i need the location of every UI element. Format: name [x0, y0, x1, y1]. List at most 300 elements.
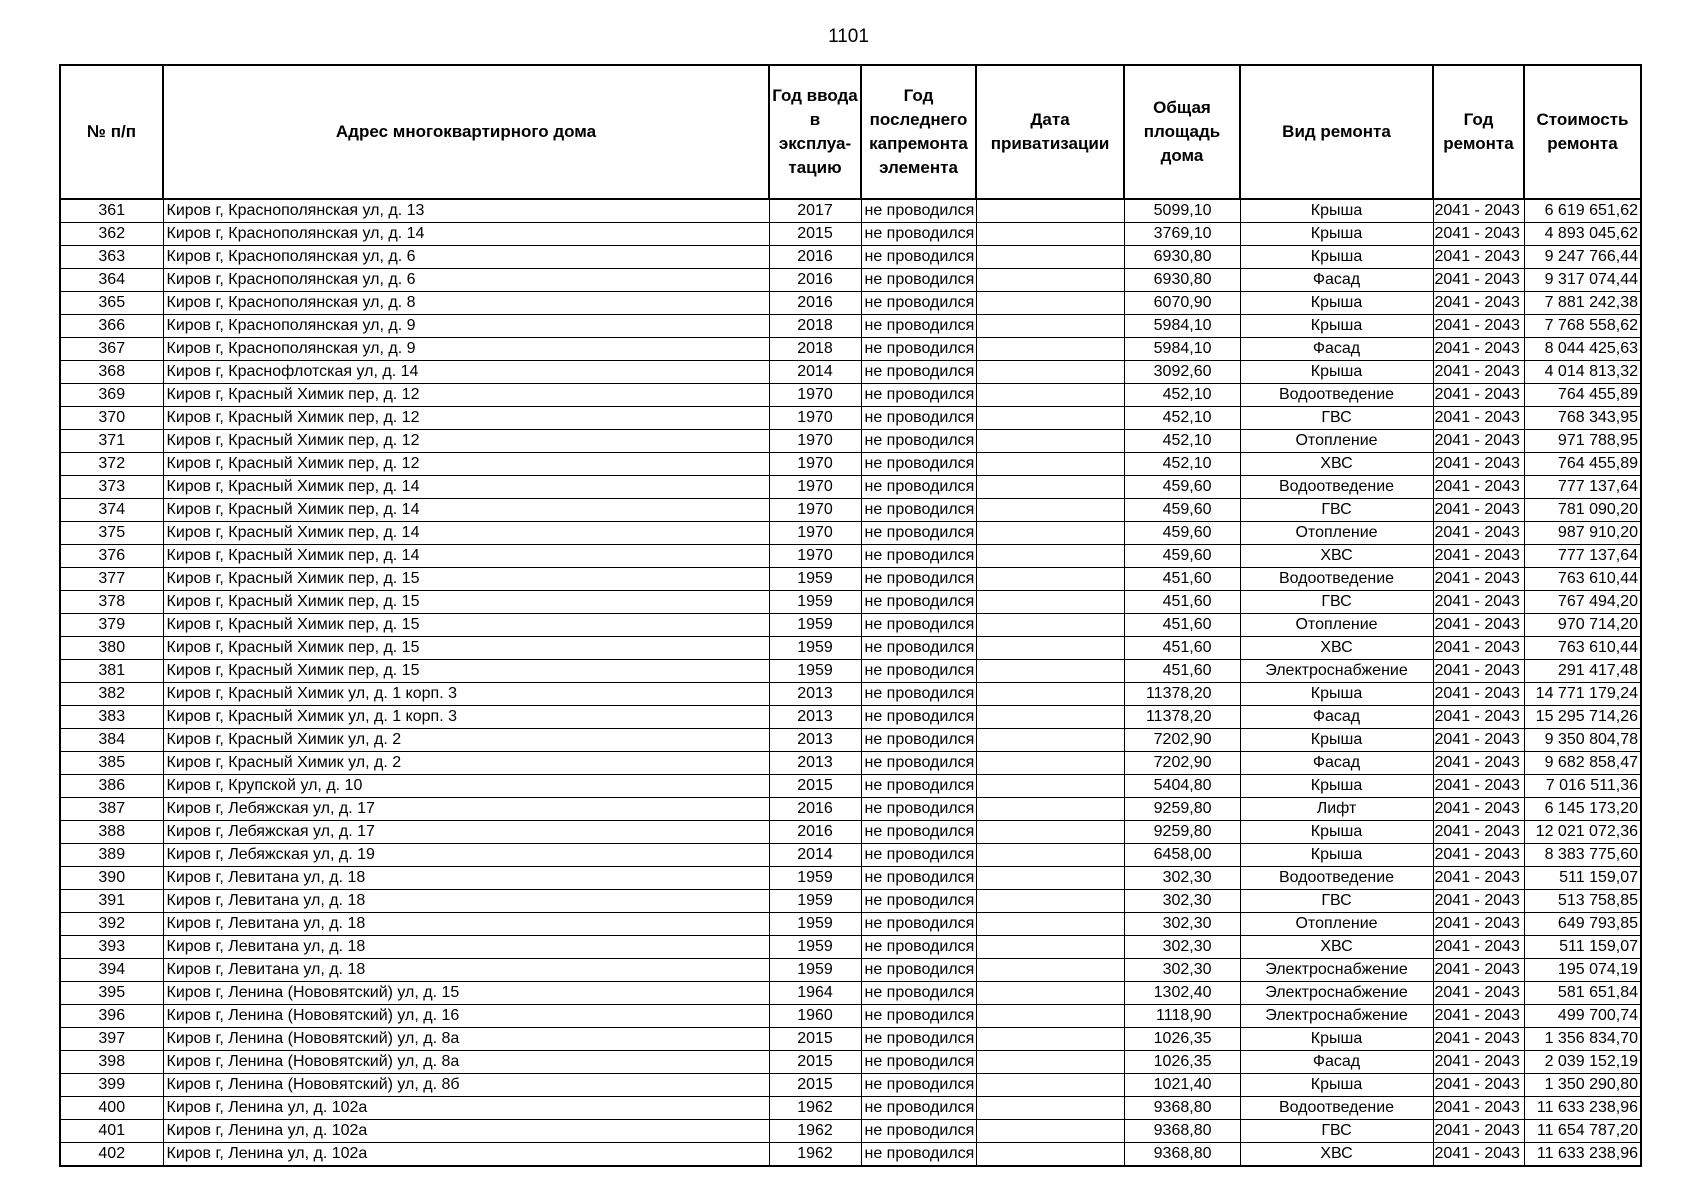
cell-cost: 11 633 238,96: [1524, 1097, 1641, 1120]
cell-area: 9368,80: [1124, 1120, 1240, 1143]
cell-year-built: 1962: [769, 1097, 861, 1120]
cell-cost: 4 014 813,32: [1524, 361, 1641, 384]
cell-area: 9259,80: [1124, 821, 1240, 844]
table-row: [60, 936, 1641, 959]
table-row: [60, 591, 1641, 614]
table-row: [60, 361, 1641, 384]
cell-cost: 9 682 858,47: [1524, 752, 1641, 775]
table-row: [60, 637, 1641, 660]
cell-repair-type: Крыша: [1240, 729, 1433, 752]
cell-cost: 15 295 714,26: [1524, 706, 1641, 729]
cell-cost: 9 247 766,44: [1524, 246, 1641, 269]
table-row: [60, 821, 1641, 844]
cell-cost: 970 714,20: [1524, 614, 1641, 637]
cell-year-built: 1964: [769, 982, 861, 1005]
cell-privatization: [976, 660, 1124, 683]
cell-repair-type: Крыша: [1240, 315, 1433, 338]
cell-area: 5984,10: [1124, 315, 1240, 338]
cell-last-repair: не проводился: [861, 936, 976, 959]
cell-num: 381: [60, 660, 163, 683]
table-row: [60, 1143, 1641, 1167]
header-year-built: Год ввода в эксплуа-тацию: [769, 65, 861, 199]
cell-num: 362: [60, 223, 163, 246]
cell-year-built: 1970: [769, 407, 861, 430]
cell-area: 1026,35: [1124, 1028, 1240, 1051]
cell-repair-year: 2041 - 2043: [1433, 568, 1524, 591]
table-row: [60, 683, 1641, 706]
cell-num: 399: [60, 1074, 163, 1097]
cell-area: 451,60: [1124, 614, 1240, 637]
cell-repair-year: 2041 - 2043: [1433, 476, 1524, 499]
cell-privatization: [976, 499, 1124, 522]
cell-address: Киров г, Лебяжская ул, д. 17: [163, 798, 769, 821]
cell-cost: 764 455,89: [1524, 453, 1641, 476]
cell-area: 11378,20: [1124, 683, 1240, 706]
cell-cost: 291 417,48: [1524, 660, 1641, 683]
cell-address: Киров г, Лебяжская ул, д. 19: [163, 844, 769, 867]
cell-area: 451,60: [1124, 568, 1240, 591]
cell-cost: 777 137,64: [1524, 476, 1641, 499]
cell-privatization: [976, 637, 1124, 660]
cell-repair-type: ХВС: [1240, 936, 1433, 959]
cell-year-built: 2013: [769, 752, 861, 775]
table-row: [60, 752, 1641, 775]
cell-area: 9368,80: [1124, 1143, 1240, 1167]
cell-last-repair: не проводился: [861, 959, 976, 982]
cell-area: 302,30: [1124, 936, 1240, 959]
cell-address: Киров г, Левитана ул, д. 18: [163, 867, 769, 890]
table-row: [60, 246, 1641, 269]
table-row: [60, 199, 1641, 223]
cell-repair-year: 2041 - 2043: [1433, 430, 1524, 453]
cell-privatization: [976, 246, 1124, 269]
cell-num: 384: [60, 729, 163, 752]
cell-repair-year: 2041 - 2043: [1433, 821, 1524, 844]
cell-year-built: 1959: [769, 890, 861, 913]
cell-last-repair: не проводился: [861, 1097, 976, 1120]
cell-repair-type: ХВС: [1240, 453, 1433, 476]
cell-area: 1021,40: [1124, 1074, 1240, 1097]
cell-area: 1302,40: [1124, 982, 1240, 1005]
cell-year-built: 1959: [769, 913, 861, 936]
cell-address: Киров г, Ленина ул, д. 102а: [163, 1097, 769, 1120]
table-row: [60, 545, 1641, 568]
table-row: [60, 430, 1641, 453]
cell-num: 374: [60, 499, 163, 522]
header-num: № п/п: [60, 65, 163, 199]
cell-num: 401: [60, 1120, 163, 1143]
cell-privatization: [976, 223, 1124, 246]
cell-last-repair: не проводился: [861, 591, 976, 614]
header-address: Адрес многоквартирного дома: [163, 65, 769, 199]
cell-num: 392: [60, 913, 163, 936]
table-row: [60, 292, 1641, 315]
cell-repair-year: 2041 - 2043: [1433, 1051, 1524, 1074]
cell-repair-year: 2041 - 2043: [1433, 384, 1524, 407]
cell-area: 7202,90: [1124, 729, 1240, 752]
cell-year-built: 1970: [769, 476, 861, 499]
cell-address: Киров г, Красный Химик пер, д. 15: [163, 591, 769, 614]
cell-address: Киров г, Левитана ул, д. 18: [163, 936, 769, 959]
cell-num: 380: [60, 637, 163, 660]
cell-address: Киров г, Красный Химик пер, д. 12: [163, 407, 769, 430]
cell-cost: 7 881 242,38: [1524, 292, 1641, 315]
cell-cost: 764 455,89: [1524, 384, 1641, 407]
cell-address: Киров г, Краснофлотская ул, д. 14: [163, 361, 769, 384]
cell-num: 368: [60, 361, 163, 384]
cell-repair-year: 2041 - 2043: [1433, 1097, 1524, 1120]
cell-year-built: 1959: [769, 568, 861, 591]
cell-privatization: [976, 315, 1124, 338]
cell-repair-year: 2041 - 2043: [1433, 706, 1524, 729]
cell-area: 451,60: [1124, 591, 1240, 614]
table-row: [60, 614, 1641, 637]
cell-privatization: [976, 1120, 1124, 1143]
cell-privatization: [976, 292, 1124, 315]
cell-address: Киров г, Ленина (Нововятский) ул, д. 15: [163, 982, 769, 1005]
cell-privatization: [976, 338, 1124, 361]
cell-privatization: [976, 867, 1124, 890]
cell-last-repair: не проводился: [861, 522, 976, 545]
cell-repair-year: 2041 - 2043: [1433, 1028, 1524, 1051]
cell-num: 385: [60, 752, 163, 775]
cell-num: 387: [60, 798, 163, 821]
cell-privatization: [976, 706, 1124, 729]
cell-num: 397: [60, 1028, 163, 1051]
cell-last-repair: не проводился: [861, 1074, 976, 1097]
cell-repair-year: 2041 - 2043: [1433, 199, 1524, 223]
cell-repair-year: 2041 - 2043: [1433, 591, 1524, 614]
cell-repair-type: Крыша: [1240, 361, 1433, 384]
cell-num: 389: [60, 844, 163, 867]
cell-repair-type: ГВС: [1240, 890, 1433, 913]
cell-address: Киров г, Красный Химик ул, д. 2: [163, 729, 769, 752]
cell-year-built: 1962: [769, 1120, 861, 1143]
cell-area: 5404,80: [1124, 775, 1240, 798]
cell-repair-year: 2041 - 2043: [1433, 545, 1524, 568]
cell-cost: 971 788,95: [1524, 430, 1641, 453]
cell-privatization: [976, 890, 1124, 913]
cell-year-built: 1970: [769, 545, 861, 568]
cell-last-repair: не проводился: [861, 729, 976, 752]
cell-repair-type: Водоотведение: [1240, 476, 1433, 499]
cell-last-repair: не проводился: [861, 430, 976, 453]
cell-privatization: [976, 614, 1124, 637]
cell-address: Киров г, Красный Химик ул, д. 1 корп. 3: [163, 706, 769, 729]
header-cost: Стоимость ремонта: [1524, 65, 1641, 199]
cell-area: 452,10: [1124, 384, 1240, 407]
header-repair-year: Год ремонта: [1433, 65, 1524, 199]
table-row: [60, 1120, 1641, 1143]
cell-repair-year: 2041 - 2043: [1433, 246, 1524, 269]
cell-area: 452,10: [1124, 453, 1240, 476]
cell-last-repair: не проводился: [861, 867, 976, 890]
cell-repair-year: 2041 - 2043: [1433, 522, 1524, 545]
cell-cost: 767 494,20: [1524, 591, 1641, 614]
cell-repair-type: Электроснабжение: [1240, 959, 1433, 982]
cell-repair-type: Отопление: [1240, 614, 1433, 637]
cell-cost: 6 619 651,62: [1524, 199, 1641, 223]
table-row: [60, 476, 1641, 499]
cell-address: Киров г, Красный Химик пер, д. 14: [163, 522, 769, 545]
cell-repair-year: 2041 - 2043: [1433, 844, 1524, 867]
cell-repair-year: 2041 - 2043: [1433, 637, 1524, 660]
cell-privatization: [976, 775, 1124, 798]
cell-repair-year: 2041 - 2043: [1433, 407, 1524, 430]
table-row: [60, 384, 1641, 407]
cell-privatization: [976, 844, 1124, 867]
cell-year-built: 2015: [769, 1074, 861, 1097]
cell-address: Киров г, Красный Химик пер, д. 15: [163, 568, 769, 591]
cell-area: 1026,35: [1124, 1051, 1240, 1074]
cell-cost: 511 159,07: [1524, 867, 1641, 890]
table-row: [60, 522, 1641, 545]
cell-repair-year: 2041 - 2043: [1433, 660, 1524, 683]
cell-address: Киров г, Левитана ул, д. 18: [163, 959, 769, 982]
cell-repair-type: Электроснабжение: [1240, 660, 1433, 683]
cell-repair-type: ХВС: [1240, 637, 1433, 660]
cell-year-built: 2013: [769, 706, 861, 729]
cell-area: 9368,80: [1124, 1097, 1240, 1120]
cell-address: Киров г, Красный Химик пер, д. 15: [163, 637, 769, 660]
cell-repair-type: ГВС: [1240, 499, 1433, 522]
cell-privatization: [976, 798, 1124, 821]
cell-repair-year: 2041 - 2043: [1433, 752, 1524, 775]
cell-year-built: 2013: [769, 729, 861, 752]
table-row: [60, 959, 1641, 982]
cell-num: 371: [60, 430, 163, 453]
cell-year-built: 1959: [769, 614, 861, 637]
cell-repair-year: 2041 - 2043: [1433, 223, 1524, 246]
cell-privatization: [976, 913, 1124, 936]
cell-address: Киров г, Красный Химик пер, д. 12: [163, 453, 769, 476]
table-row: [60, 315, 1641, 338]
cell-repair-type: Крыша: [1240, 292, 1433, 315]
cell-num: 388: [60, 821, 163, 844]
cell-year-built: 1959: [769, 867, 861, 890]
cell-year-built: 1962: [769, 1143, 861, 1167]
cell-area: 9259,80: [1124, 798, 1240, 821]
cell-year-built: 2018: [769, 338, 861, 361]
cell-num: 394: [60, 959, 163, 982]
cell-privatization: [976, 453, 1124, 476]
cell-cost: 763 610,44: [1524, 568, 1641, 591]
cell-cost: 987 910,20: [1524, 522, 1641, 545]
cell-repair-year: 2041 - 2043: [1433, 338, 1524, 361]
cell-repair-year: 2041 - 2043: [1433, 936, 1524, 959]
cell-last-repair: не проводился: [861, 292, 976, 315]
cell-last-repair: не проводился: [861, 683, 976, 706]
cell-repair-type: ГВС: [1240, 407, 1433, 430]
cell-repair-type: Крыша: [1240, 246, 1433, 269]
cell-repair-type: Лифт: [1240, 798, 1433, 821]
cell-cost: 649 793,85: [1524, 913, 1641, 936]
header-repair-type: Вид ремонта: [1240, 65, 1433, 199]
cell-year-built: 1970: [769, 499, 861, 522]
cell-last-repair: не проводился: [861, 637, 976, 660]
cell-last-repair: не проводился: [861, 545, 976, 568]
cell-privatization: [976, 959, 1124, 982]
cell-repair-type: Крыша: [1240, 223, 1433, 246]
cell-privatization: [976, 1028, 1124, 1051]
cell-last-repair: не проводился: [861, 706, 976, 729]
cell-repair-type: Отопление: [1240, 913, 1433, 936]
cell-repair-type: ГВС: [1240, 591, 1433, 614]
cell-last-repair: не проводился: [861, 338, 976, 361]
cell-privatization: [976, 407, 1124, 430]
table-row: [60, 1028, 1641, 1051]
table-row: [60, 223, 1641, 246]
cell-year-built: 2017: [769, 199, 861, 223]
table-row: [60, 1051, 1641, 1074]
cell-area: 302,30: [1124, 867, 1240, 890]
cell-num: 370: [60, 407, 163, 430]
cell-address: Киров г, Красный Химик пер, д. 12: [163, 430, 769, 453]
cell-repair-year: 2041 - 2043: [1433, 775, 1524, 798]
cell-num: 366: [60, 315, 163, 338]
cell-num: 398: [60, 1051, 163, 1074]
cell-num: 376: [60, 545, 163, 568]
cell-repair-year: 2041 - 2043: [1433, 729, 1524, 752]
table-row: [60, 1074, 1641, 1097]
cell-area: 302,30: [1124, 913, 1240, 936]
cell-year-built: 2018: [769, 315, 861, 338]
table-row: [60, 729, 1641, 752]
cell-repair-year: 2041 - 2043: [1433, 1074, 1524, 1097]
cell-repair-type: Водоотведение: [1240, 1097, 1433, 1120]
cell-repair-year: 2041 - 2043: [1433, 361, 1524, 384]
cell-last-repair: не проводился: [861, 752, 976, 775]
cell-cost: 2 039 152,19: [1524, 1051, 1641, 1074]
cell-last-repair: не проводился: [861, 407, 976, 430]
cell-cost: 6 145 173,20: [1524, 798, 1641, 821]
cell-address: Киров г, Краснополянская ул, д. 9: [163, 315, 769, 338]
cell-num: 382: [60, 683, 163, 706]
cell-last-repair: не проводился: [861, 890, 976, 913]
cell-privatization: [976, 1097, 1124, 1120]
cell-address: Киров г, Краснополянская ул, д. 6: [163, 269, 769, 292]
cell-num: 379: [60, 614, 163, 637]
cell-num: 396: [60, 1005, 163, 1028]
cell-privatization: [976, 522, 1124, 545]
cell-area: 302,30: [1124, 959, 1240, 982]
cell-area: 452,10: [1124, 430, 1240, 453]
cell-address: Киров г, Красный Химик пер, д. 12: [163, 384, 769, 407]
cell-year-built: 2014: [769, 844, 861, 867]
cell-year-built: 1959: [769, 591, 861, 614]
cell-year-built: 2016: [769, 821, 861, 844]
cell-privatization: [976, 683, 1124, 706]
cell-last-repair: не проводился: [861, 1005, 976, 1028]
cell-cost: 12 021 072,36: [1524, 821, 1641, 844]
cell-repair-type: Фасад: [1240, 269, 1433, 292]
table-row: [60, 407, 1641, 430]
cell-last-repair: не проводился: [861, 476, 976, 499]
table-row: [60, 269, 1641, 292]
cell-area: 459,60: [1124, 476, 1240, 499]
table-row: [60, 499, 1641, 522]
table-row: [60, 982, 1641, 1005]
cell-last-repair: не проводился: [861, 1143, 976, 1167]
cell-privatization: [976, 1051, 1124, 1074]
cell-year-built: 2016: [769, 269, 861, 292]
cell-last-repair: не проводился: [861, 982, 976, 1005]
cell-cost: 195 074,19: [1524, 959, 1641, 982]
cell-address: Киров г, Краснополянская ул, д. 6: [163, 246, 769, 269]
cell-last-repair: не проводился: [861, 361, 976, 384]
cell-last-repair: не проводился: [861, 199, 976, 223]
header-row: [60, 65, 1641, 199]
cell-area: 302,30: [1124, 890, 1240, 913]
cell-last-repair: не проводился: [861, 223, 976, 246]
cell-repair-year: 2041 - 2043: [1433, 614, 1524, 637]
cell-area: 451,60: [1124, 660, 1240, 683]
cell-cost: 499 700,74: [1524, 1005, 1641, 1028]
cell-num: 378: [60, 591, 163, 614]
header-area: Общая площадь дома: [1124, 65, 1240, 199]
cell-address: Киров г, Красный Химик пер, д. 14: [163, 476, 769, 499]
cell-area: 451,60: [1124, 637, 1240, 660]
cell-year-built: 1960: [769, 1005, 861, 1028]
cell-cost: 763 610,44: [1524, 637, 1641, 660]
cell-year-built: 1970: [769, 430, 861, 453]
cell-year-built: 2014: [769, 361, 861, 384]
cell-privatization: [976, 430, 1124, 453]
cell-address: Киров г, Ленина (Нововятский) ул, д. 8б: [163, 1074, 769, 1097]
cell-address: Киров г, Ленина (Нововятский) ул, д. 8а: [163, 1028, 769, 1051]
cell-last-repair: не проводился: [861, 269, 976, 292]
cell-area: 5984,10: [1124, 338, 1240, 361]
cell-address: Киров г, Краснополянская ул, д. 13: [163, 199, 769, 223]
cell-num: 372: [60, 453, 163, 476]
cell-privatization: [976, 591, 1124, 614]
cell-address: Киров г, Краснополянская ул, д. 8: [163, 292, 769, 315]
cell-last-repair: не проводился: [861, 660, 976, 683]
cell-repair-year: 2041 - 2043: [1433, 1143, 1524, 1167]
cell-last-repair: не проводился: [861, 913, 976, 936]
cell-repair-type: Крыша: [1240, 683, 1433, 706]
cell-privatization: [976, 545, 1124, 568]
cell-last-repair: не проводился: [861, 775, 976, 798]
page-number: 1101: [828, 26, 869, 47]
cell-num: 373: [60, 476, 163, 499]
cell-cost: 781 090,20: [1524, 499, 1641, 522]
cell-repair-type: Фасад: [1240, 752, 1433, 775]
cell-num: 367: [60, 338, 163, 361]
cell-privatization: [976, 936, 1124, 959]
cell-last-repair: не проводился: [861, 821, 976, 844]
cell-cost: 7 016 511,36: [1524, 775, 1641, 798]
cell-privatization: [976, 476, 1124, 499]
table-row: [60, 890, 1641, 913]
cell-year-built: 1959: [769, 959, 861, 982]
cell-num: 383: [60, 706, 163, 729]
cell-last-repair: не проводился: [861, 315, 976, 338]
cell-year-built: 2015: [769, 775, 861, 798]
cell-num: 386: [60, 775, 163, 798]
cell-last-repair: не проводился: [861, 614, 976, 637]
cell-last-repair: не проводился: [861, 246, 976, 269]
repair-registry-table: [59, 64, 1642, 1167]
cell-year-built: 1959: [769, 637, 861, 660]
cell-area: 7202,90: [1124, 752, 1240, 775]
cell-num: 375: [60, 522, 163, 545]
cell-address: Киров г, Краснополянская ул, д. 9: [163, 338, 769, 361]
cell-repair-type: Электроснабжение: [1240, 1005, 1433, 1028]
cell-privatization: [976, 752, 1124, 775]
cell-num: 365: [60, 292, 163, 315]
cell-cost: 768 343,95: [1524, 407, 1641, 430]
